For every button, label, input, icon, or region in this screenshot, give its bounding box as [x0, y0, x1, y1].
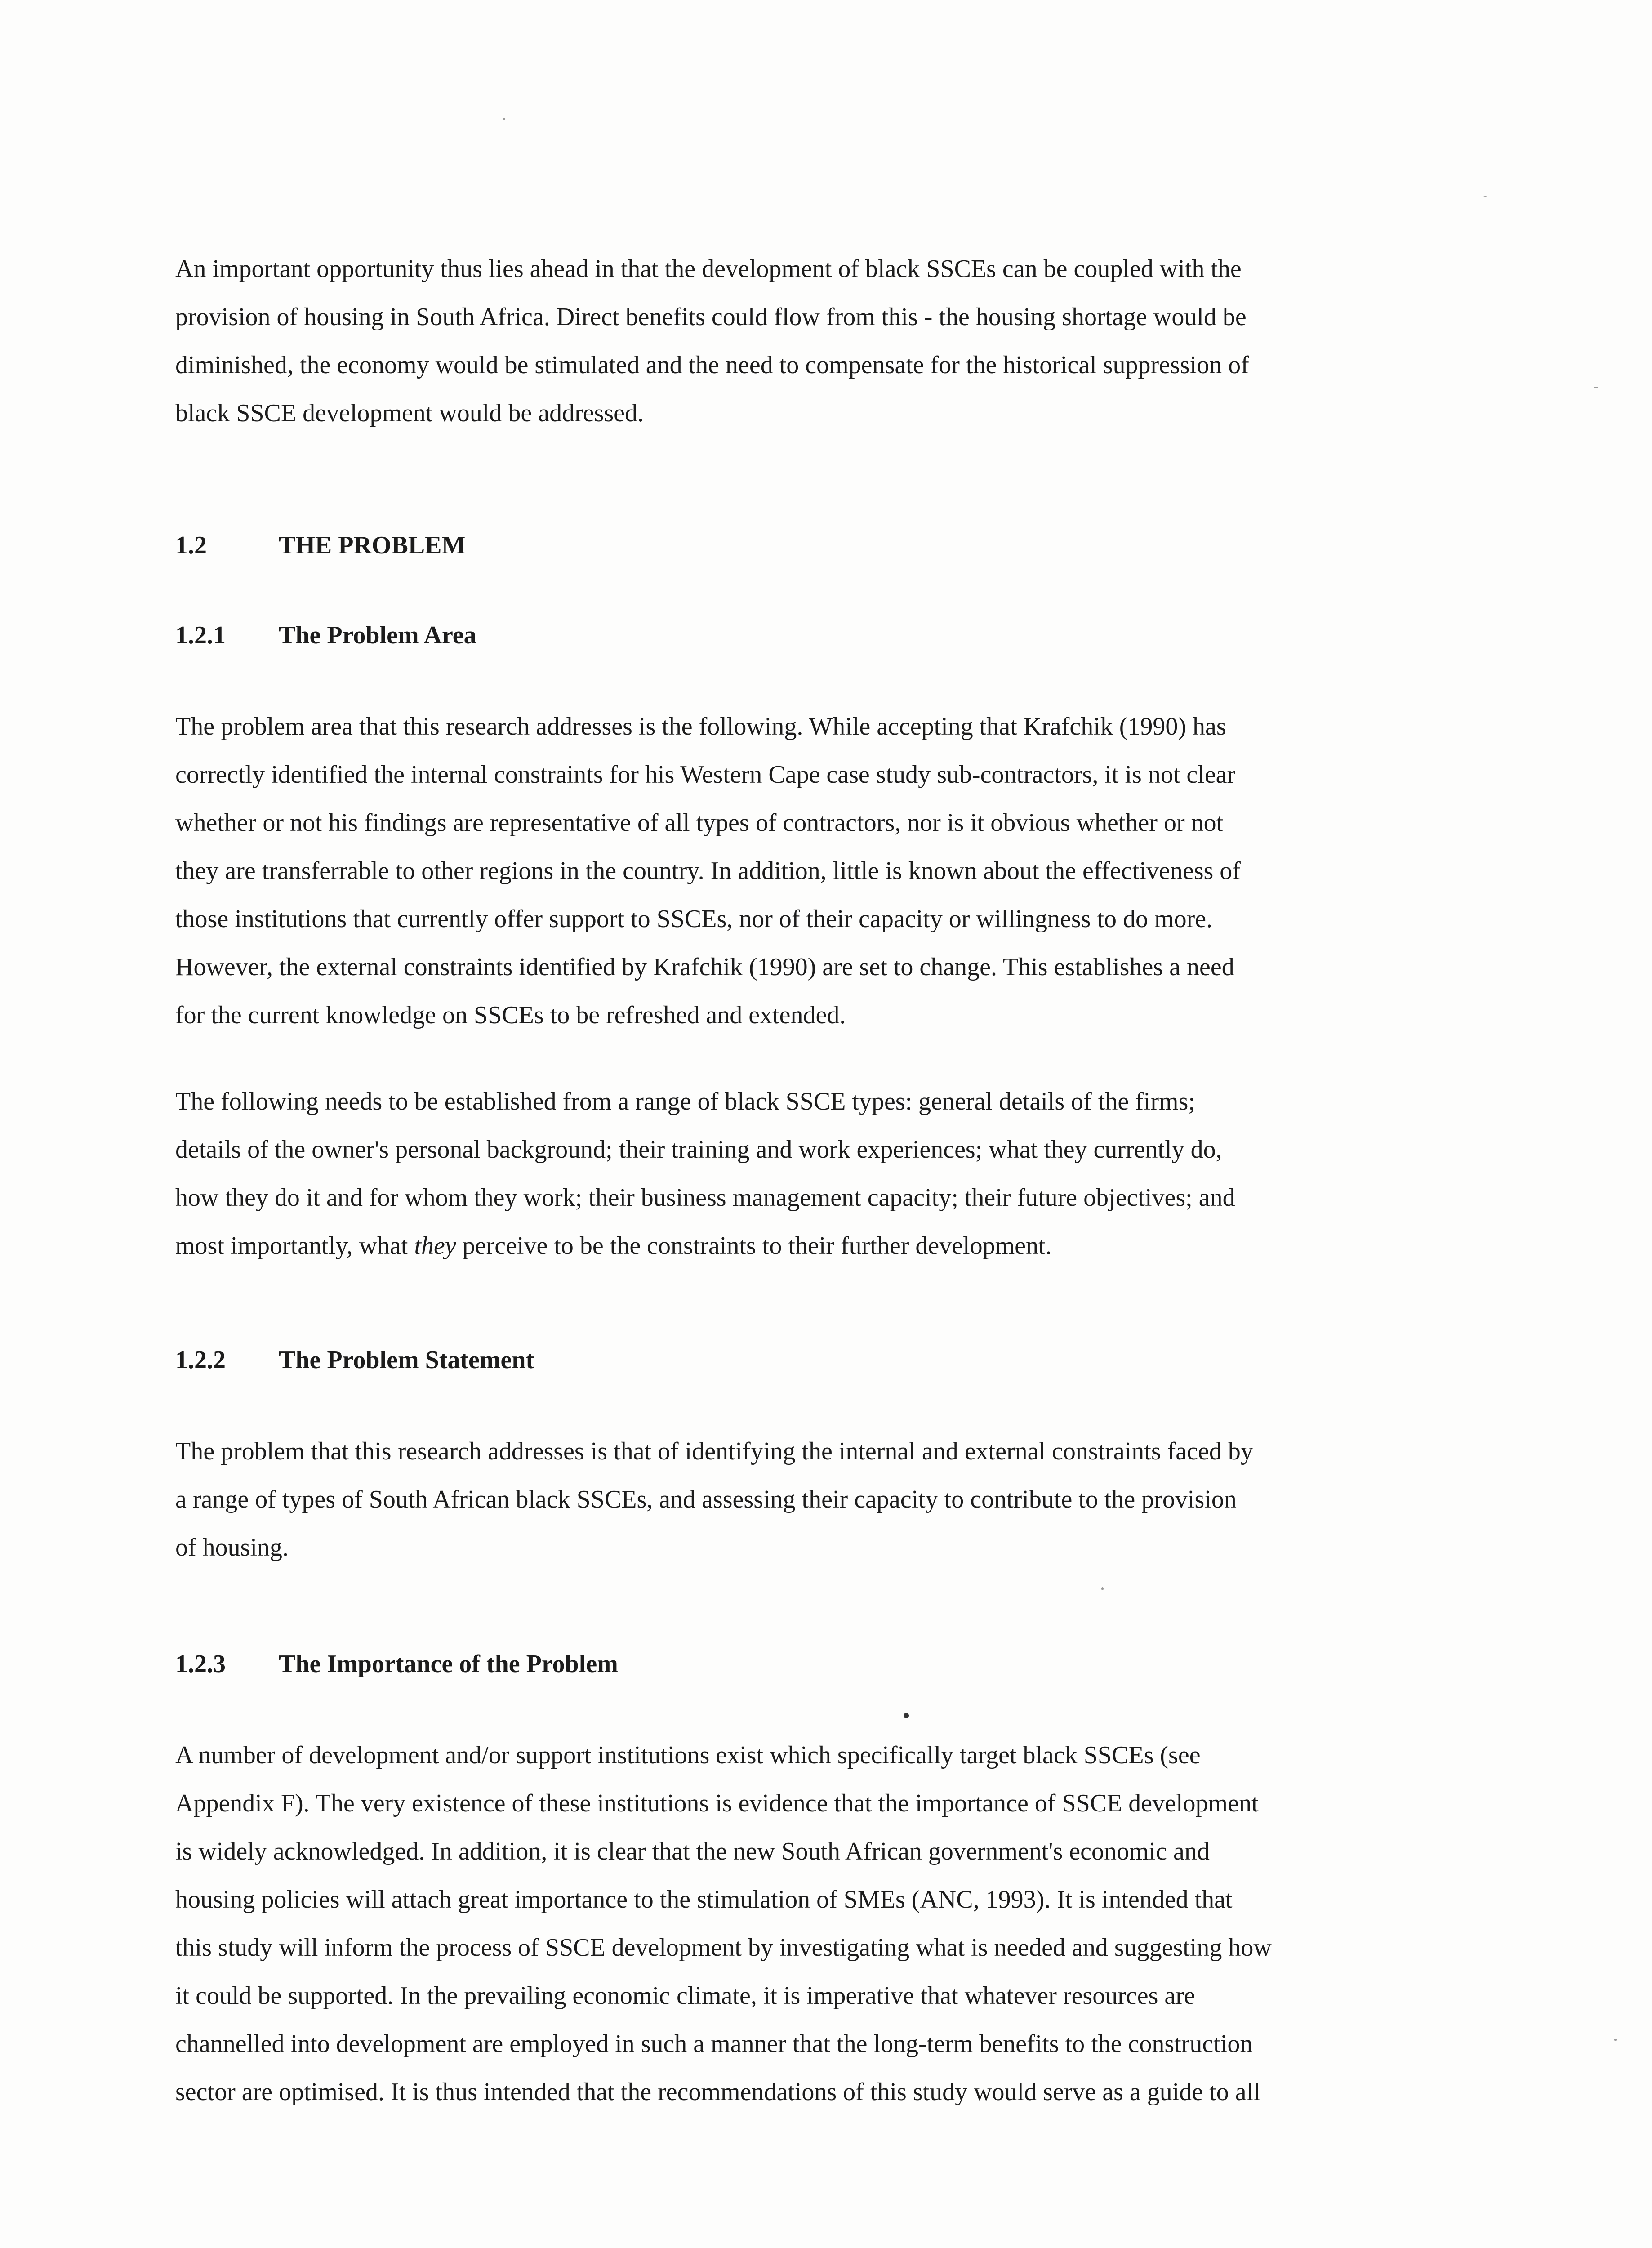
subsection-title: The Problem Area [279, 621, 476, 649]
subsection-title: The Importance of the Problem [279, 1650, 618, 1678]
section-heading-1-2 [175, 527, 1564, 563]
document-body [175, 245, 1564, 2116]
scan-speck [1483, 196, 1487, 197]
section-title: THE PROBLEM [279, 531, 466, 559]
problem-statement-paragraph: The problem that this research addresses is that of identifying the internal and external constraints faced by a range of types of South African black SSCEs, and assessing their capacity to contribute to the provision of housing. [175, 1437, 1253, 1561]
subsection-heading-1-2-3 [175, 1646, 1564, 1682]
subsection-number: 1.2.1 [175, 621, 226, 649]
importance-paragraph: A number of development and/or support institutions exist which specifically target black SSCEs (see Appendix F). The very existence of these institutions is evidence that the importance of SSCE development is widely acknowledged. In addition, it is clear that the new South African government's economic and housing policies will attach great importance to the stimulation of SMEs (ANC, 1993). It is intended that this study will inform the process of SSCE development by investigating what is needed and suggesting how it could be supported. In the prevailing economic climate, it is imperative that whatever resources are channelled into development are employed in such a manner that the long-term benefits to the construction sector are optimised. It is thus intended that the recommendations of this study would serve as a guide to all [175, 1741, 1272, 2106]
subsection-number: 1.2.2 [175, 1346, 226, 1374]
subsection-heading-1-2-2 [175, 1342, 1564, 1378]
subsection-title: The Problem Statement [279, 1346, 534, 1374]
scan-speck [1594, 387, 1598, 388]
subsection-heading-1-2-1 [175, 617, 1564, 653]
section-number: 1.2 [175, 531, 207, 559]
scan-speck [503, 118, 505, 120]
problem-area-paragraph: The problem area that this research addresses is the following. While accepting that Krafchik (1990) has correctly identified the internal constraints for his Western Cape case study sub-contractors, it is not clear whether or not his findings are representative of all types of contractors, nor is it obvious whether or not they are transferrable to other regions in the country. In addition, little is known about the effectiveness of those institutions that currently offer support to SSCEs, nor of their capacity or willingness to do more. However, the external constraints identified by Krafchik (1990) are set to change. This establishes a need for the current knowledge on SSCEs to be refreshed and extended. [175, 713, 1241, 1029]
subsection-number: 1.2.3 [175, 1650, 226, 1678]
scan-speck [1614, 2039, 1617, 2041]
emphasis-they: they [414, 1232, 456, 1260]
intro-paragraph: An important opportunity thus lies ahead in that the development of black SSCEs can be coupled with the provision of housing in South Africa. Direct benefits could flow from this - the housing shortage would be diminished, the economy would be stimulated and the need to compensate for the historical suppression of black SSCE development would be addressed. [175, 255, 1249, 427]
needs-paragraph: The following needs to be established from a range of black SSCE types: general details of the firms; details of the owner's personal background; their training and work experiences; what they currently do, how they do it and for whom they work; their business management capacity; their future objectives; and most importantly, what they perceive to be the constraints to their further development. [175, 1088, 1235, 1260]
